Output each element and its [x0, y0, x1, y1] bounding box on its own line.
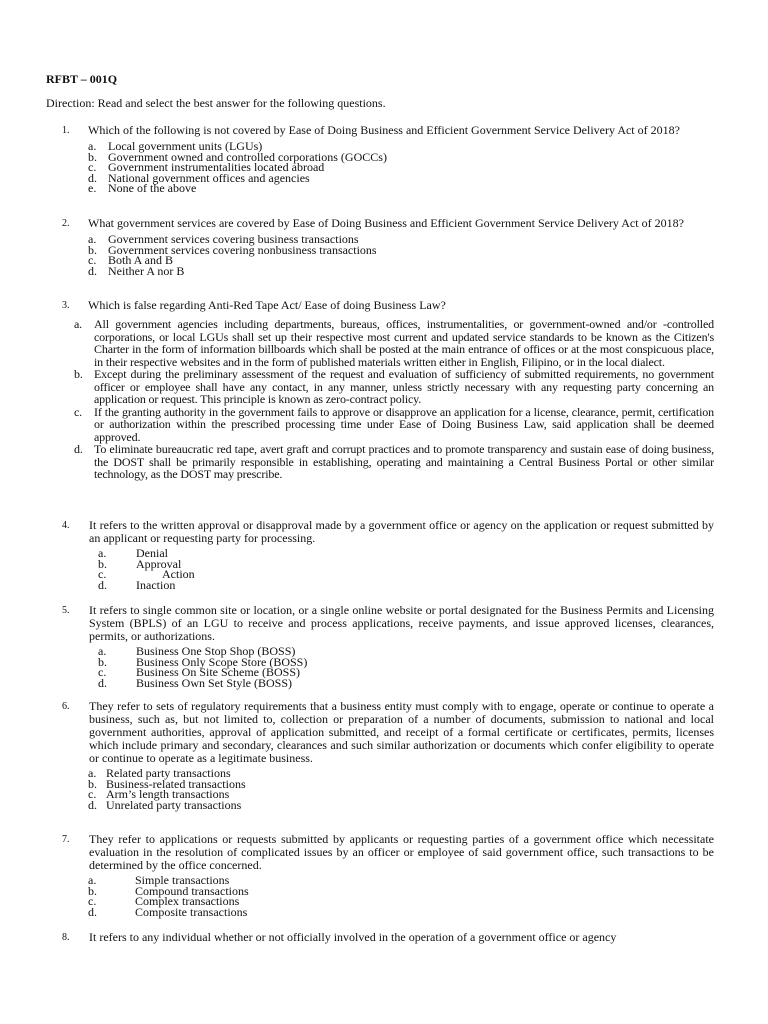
question-7: [62, 833, 714, 917]
option-text: Government services covering nonbusiness transactions: [108, 242, 377, 257]
option-letter: b.: [88, 776, 97, 791]
option-text: All government agencies including departments, bureaus, offices, instrumentalities, or government-owned and/or -controlled corporations, or local LGUs shall set up their respective most current and updated service standards to be known as the Citizen's Charter in the form of information billboards which shall be posted at the main entrance of offices or at the most conspicuous place, in their respective websites and in the form of published materials written either in English, Filipino, or in the local dialect.: [94, 317, 714, 369]
question-8: [62, 931, 722, 944]
document-title: RFBT – 001Q: [46, 72, 118, 86]
option-text: National government offices and agencies: [108, 170, 310, 185]
option-text: If the granting authority in the government fails to approve or disapprove an application for a license, clearance, permit, certification or authorization within the prescribed processing time under Ease of Doing Business Law, said application shall be deemed approved.: [94, 404, 714, 444]
option-letter: d.: [88, 904, 97, 919]
option-text: Both A and B: [108, 253, 174, 267]
option-c[interactable]: [74, 406, 714, 444]
option-text: Business Only Scope Store (BOSS): [136, 654, 308, 669]
option-text: Arm’s length transactions: [106, 787, 230, 801]
option-d[interactable]: [98, 675, 714, 690]
option-letter: d.: [74, 442, 83, 456]
options-list: [74, 318, 714, 481]
option-text: Business On Site Scheme (BOSS): [136, 665, 301, 679]
option-letter: c.: [88, 253, 97, 267]
option-text: Business-related transactions: [106, 776, 246, 791]
option-b[interactable]: [74, 368, 714, 406]
question-text: They refer to applications or requests submitted by applicants or requesting parties of a government office which necessitate evaluation in the resolution of complicated issues by an officer or employee of said government office, such transactions to be determined by the office concerned.: [89, 832, 714, 872]
option-text: Composite transactions: [135, 904, 248, 919]
option-letter: a.: [98, 546, 107, 560]
option-letter: a.: [88, 139, 97, 153]
question-text: Which is false regarding Anti-Red Tape Act/ Ease of doing Business Law?: [88, 298, 446, 312]
question-5: [62, 604, 714, 688]
option-d[interactable]: [74, 443, 714, 481]
option-letter: a.: [74, 317, 83, 331]
options-list: [88, 768, 714, 810]
options-list: [88, 234, 720, 276]
option-c[interactable]: [98, 569, 714, 580]
option-letter: b.: [88, 242, 97, 257]
option-d[interactable]: [88, 904, 714, 919]
option-letter: c.: [98, 665, 107, 679]
options-list: [88, 875, 714, 917]
option-letter: a.: [88, 766, 97, 780]
option-letter: a.: [88, 232, 97, 246]
option-text: Simple transactions: [135, 873, 230, 887]
option-letter: b.: [74, 367, 83, 381]
option-e[interactable]: [88, 183, 720, 194]
option-a[interactable]: [74, 318, 714, 368]
option-text: Unrelated party transactions: [106, 797, 242, 812]
options-list: [98, 548, 714, 590]
option-d[interactable]: [88, 797, 714, 812]
option-letter: d.: [98, 675, 107, 690]
option-text: Business One Stop Shop (BOSS): [136, 644, 296, 658]
option-text: Government instrumentalities located abroad: [108, 160, 325, 174]
option-letter: d.: [88, 263, 97, 278]
option-letter: d.: [98, 577, 107, 592]
question-number: 1.: [62, 125, 70, 136]
option-text: Government owned and controlled corporations (GOCCs): [108, 149, 387, 164]
option-text: None of the above: [108, 181, 197, 195]
question-2: [62, 217, 720, 276]
option-text: Local government units (LGUs): [108, 139, 263, 153]
option-text: Denial: [136, 546, 168, 560]
question-text: What government services are covered by Ease of Doing Business and Efficient Government Service Delivery Act of 2018?: [88, 216, 684, 230]
option-letter: b.: [98, 654, 107, 669]
option-letter: c.: [88, 787, 97, 801]
option-letter: a.: [98, 644, 107, 658]
option-letter: c.: [98, 567, 107, 581]
option-text: Inaction: [136, 577, 176, 592]
question-number: 2.: [62, 218, 70, 229]
question-1: [62, 124, 720, 194]
question-number: 6.: [62, 701, 70, 712]
question-4: [62, 519, 714, 590]
option-letter: b.: [98, 556, 107, 571]
question-number: 5.: [62, 605, 70, 616]
option-letter: d.: [88, 170, 97, 185]
question-6: [62, 700, 714, 810]
option-text: Except during the preliminary assessment of the request and evaluation of sufficiency of submitted requirements, no government officer or employee shall have any contact, in any manner, unless strictly necessary with any requesting party concerning an application or request. This principle is known as zero-contract policy.: [94, 367, 714, 406]
question-text: Which of the following is not covered by Ease of Doing Business and Efficient Government Service Delivery Act of 2018?: [88, 123, 680, 137]
option-text: Complex transactions: [135, 894, 240, 908]
question-number: 4.: [62, 520, 70, 531]
directions-text: Direction: Read and select the best answer for the following questions.: [46, 96, 386, 110]
option-letter: c.: [88, 160, 97, 174]
option-text: Neither A nor B: [108, 263, 185, 278]
option-text: Approval: [136, 556, 182, 571]
option-letter: c.: [74, 404, 83, 419]
options-list: [98, 646, 714, 688]
question-text: It refers to the written approval or disapproval made by a government office or agency on the application or request submitted by an applicant or requesting party for processing.: [89, 518, 714, 545]
option-text: Action: [162, 567, 195, 581]
question-text: They refer to sets of regulatory requirements that a business entity must comply with to engage, operate or continue to operate a business, such as, but not limited to, collection or preparation of a number of documents, submission to national and local government authorities, approval of application submitted, and receipt of a formal certificate or certificates, permits, licenses which include primary and secondary, clearances and such similar authorization or documents which confer eligibility to operate or continue to operate as a legitimate business.: [89, 699, 714, 765]
option-text: Compound transactions: [135, 883, 249, 898]
option-b[interactable]: [88, 242, 720, 257]
option-letter: c.: [88, 894, 97, 908]
option-letter: d.: [88, 797, 97, 812]
option-letter: b.: [88, 149, 97, 164]
option-letter: b.: [88, 883, 97, 898]
options-list: [88, 141, 720, 194]
option-letter: a.: [88, 873, 97, 887]
question-number: 3.: [62, 300, 70, 311]
option-letter: e.: [88, 181, 97, 195]
option-text: Government services covering business transactions: [108, 232, 359, 246]
question-number: 8.: [62, 932, 70, 943]
question-text: It refers to any individual whether or not officially involved in the operation of a government office or agency: [89, 930, 617, 944]
question-3: [62, 299, 714, 481]
question-number: 7.: [62, 834, 70, 845]
option-text: Related party transactions: [106, 766, 231, 780]
question-text: It refers to single common site or location, or a single online website or portal designated for the Business Permits and Licensing System (BPLS) of an LGU to receive and process applications, receive payments, and issue approved licenses, clearances, permits, or authorizations.: [89, 603, 714, 643]
option-text: To eliminate bureaucratic red tape, avert graft and corrupt practices and to promote transparency and sustain ease of doing business, the DOST shall be primarily responsible in establishing, operating and maintaining a Central Business Portal or other similar technology, as the DOST may prescribe.: [94, 442, 714, 481]
option-d[interactable]: [88, 263, 720, 278]
option-d[interactable]: [98, 577, 714, 592]
option-text: Business Own Set Style (BOSS): [136, 675, 293, 690]
option-a[interactable]: [98, 548, 714, 559]
